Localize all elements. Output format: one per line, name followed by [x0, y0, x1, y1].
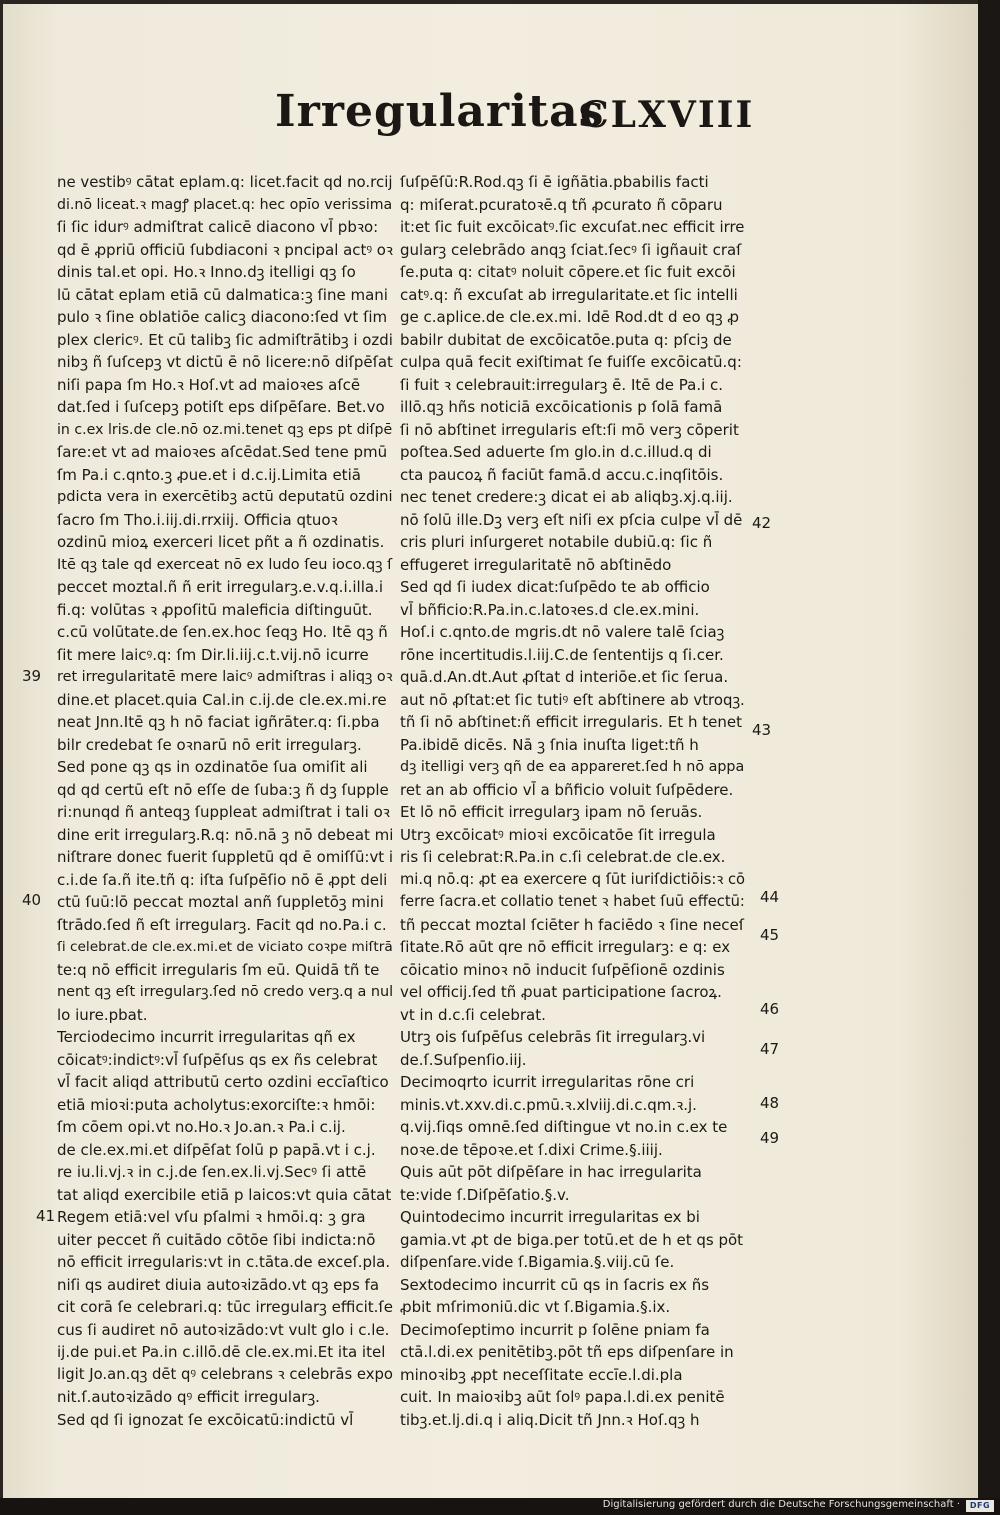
text-line: ne vestibꝰ cātat eplam.q: licet.facit qd no.rcij	[57, 173, 393, 191]
text-line: Quintodecimo incurrit irregularitas ex bi	[400, 1208, 700, 1226]
text-line: tñ peccat moztal ſciēter h faciēdo ꝛ ſine neceſ	[400, 915, 745, 934]
footer-bar	[0, 1498, 1000, 1515]
text-line: in c.ex lris.de cle.nō oz.mi.tenet qꝫ eps pt diſpē	[57, 421, 393, 438]
margin-number: 44	[760, 888, 780, 906]
text-line: pdicta vera in exercētibꝫ actū deputatū ozdini	[57, 488, 393, 505]
text-line: tat aliqd exercibile etiā p laicos:vt quia cātat	[57, 1185, 392, 1204]
text-line: minis.vt.xxv.di.c.pmū.ꝛ.xlviij.di.c.qm.ꝛ.j.	[400, 1095, 697, 1114]
text-line: cuit. In maioꝛibꝫ aūt ſolꝰ papa.l.di.ex penitē	[400, 1388, 725, 1406]
text-line: ſm cōem opi.vt no.Ho.ꝛ Jo.an.ꝛ Pa.i c.ij.	[57, 1118, 346, 1136]
text-line: Et lō nō efficit irregularꝫ ipam nō ſeruās.	[400, 803, 703, 821]
text-line: noꝛe.de tēpoꝛe.et ſ.dixi Crime.§.iiij.	[400, 1140, 663, 1159]
text-line: neat Jnn.Itē qꝫ h nō faciat igñrāter.q: ſi.pba	[57, 713, 380, 731]
text-line: ſi fuit ꝛ celebrauit:irregularꝫ ē. Itē de Pa.i c.	[400, 375, 724, 394]
page-header	[275, 86, 755, 146]
text-line: bilr credebat ſe oꝛnarū nō erit irregularꝫ.	[57, 735, 362, 754]
margin-number: 45	[760, 926, 780, 944]
text-line: aut nō ꝓſtat:et ſic tutiꝰ eſt abſtinere ab vtroqꝫ.	[400, 690, 745, 709]
text-line: dine.et placet.quia Cal.in c.ij.de cle.ex.mi.re	[57, 690, 387, 709]
text-line: vl̄ facit aliqd attributū certo ozdini eccīaſtico	[57, 1073, 389, 1091]
margin-number: 49	[760, 1129, 780, 1147]
margin-number: 48	[760, 1094, 780, 1112]
margin-number: 42	[752, 514, 772, 532]
text-line: uiter peccet ñ cuitādo cōtōe ſibi indicta:nō	[57, 1230, 376, 1249]
text-line: ſi nō abſtinet irregularis eſt:ſi mō verꝫ cōperit	[400, 420, 739, 439]
text-column-left	[57, 171, 393, 1431]
text-line: dꝫ itelligi verꝫ qñ de ea appareret.ſed h nō appa	[400, 759, 745, 775]
text-line: c.cū volūtate.de ſen.ex.hoc ſeqꝫ Ho. Itē qꝫ ñ	[57, 623, 388, 641]
text-line: Utrꝫ ois ſuſpēſus celebrās ſit irregularꝫ.vi	[400, 1028, 706, 1046]
text-line: ctā.l.di.ex penitētibꝫ.pōt tñ eps diſpenſare in	[400, 1343, 734, 1361]
text-line: it:et ſic fuit excōicatꝰ.ſic excuſat.nec efficit irre	[400, 218, 745, 236]
text-line: nibꝫ ñ ſuſcepꝫ vt dictū ē nō licere:nō diſpēſat	[57, 353, 393, 371]
text-line: ſare:et vt ad maioꝛes aſcēdat.Sed tene pmū	[57, 443, 388, 461]
text-line: de cle.ex.mi.et diſpēſat ſolū p papā.vt i c.j.	[57, 1140, 376, 1159]
margin-number: 41	[36, 1207, 56, 1225]
dfg-logo: DFG	[966, 1500, 994, 1512]
text-line: q: miſerat.pcuratoꝛē.q tñ ꝓcurato ñ cōparu	[400, 195, 723, 214]
text-line: ſitate.Rō aūt qre nō efficit irregularꝫ: e q: ex	[400, 938, 731, 956]
text-line: plex clericꝰ. Et cū talibꝫ ſic admiſtrātibꝫ i ozdi	[57, 330, 393, 349]
text-line: ſe.puta q: citatꝰ noluit cōpere.et ſic fuit excōi	[400, 263, 736, 281]
text-line: minoꝛibꝫ ꝓpt neceſſitate eccīe.l.di.pla	[400, 1365, 683, 1384]
text-line: cit corā ſe celebrari.q: tūc irregularꝫ efficit.ſe	[57, 1298, 393, 1316]
text-line: Quis aūt pōt diſpēſare in hac irregularita	[400, 1163, 702, 1181]
text-line: tibꝫ.et.lj.di.q i aliq.Dicit tñ Jnn.ꝛ Hoſ.qꝫ h	[400, 1410, 700, 1429]
text-line: ſi celebrat.de cle.ex.mi.et de viciato coꝛpe miſtrā	[57, 939, 393, 955]
text-line: etiā mioꝛi:puta acholytus:exorciſte:ꝛ hmōi:	[57, 1095, 376, 1114]
margin-number: 46	[760, 1000, 780, 1018]
text-line: ret an ab officio vl̄ a bñficio voluit ſuſpēdere.	[400, 780, 734, 799]
margin-number: 39	[22, 667, 42, 685]
text-line: di.nō liceat.ꝛ magꝭ placet.q: hec opīo verissima	[57, 196, 393, 213]
text-line: culpa quā fecit exiſtimat ſe fuiſſe excōicatū.q:	[400, 353, 742, 371]
text-line: vel officij.ſed tñ ꝓuat participatione ſacroꝝ.	[400, 983, 722, 1001]
text-line: Terciodecimo incurrit irregularitas qñ ex	[57, 1028, 356, 1046]
text-line: ri:nunqd ñ anteqꝫ ſuppleat admiſtrat i tali oꝛ	[57, 803, 390, 821]
text-line: Utrꝫ excōicatꝰ mioꝛi excōicatōe ſit irregula	[400, 825, 716, 844]
text-line: ge c.aplice.de cle.ex.mi. Idē Rod.dt d eo qꝫ ꝓ	[400, 308, 740, 326]
text-column-right	[400, 171, 745, 1431]
text-line: nit.ſ.autoꝛizādo qꝰ efficit irregularꝫ.	[57, 1388, 320, 1406]
text-line: babilr dubitat de excōicatōe.puta q: pſciꝫ de	[400, 330, 732, 349]
text-line: nec tenet credere:ꝫ dicat ei ab aliqbꝫ.xj.q.iij.	[400, 488, 733, 506]
text-line: vt in d.c.ſi celebrat.	[400, 1005, 546, 1024]
text-line: cta paucoꝝ ñ faciūt famā.d accu.c.inqſitōis.	[400, 465, 724, 484]
text-line: Decimoſeptimo incurrit p ſolēne pniam fa	[400, 1320, 710, 1339]
margin-number: 40	[22, 891, 42, 909]
text-line: tñ ſi nō abſtinet:ñ efficit irregularis. Et h tenet	[400, 713, 742, 731]
running-title: Irregularitas	[275, 86, 605, 137]
page-left-edge	[0, 0, 3, 1498]
text-line: nō efficit irregularis:vt in c.tāta.de exceſ.pla.	[57, 1253, 391, 1271]
text-line: nent qꝫ eſt irregularꝫ.ſed nō credo verꝫ.q a nul	[57, 984, 393, 1000]
text-line: niſi qs audiret diuia autoꝛizādo.vt qꝫ eps fa	[57, 1275, 380, 1294]
text-line: ozdinū mioꝝ exerceri licet pñt a ñ ozdinatis.	[57, 533, 385, 551]
text-line: rōne incertitudis.l.iij.C.de ſententijs q ſi.cer.	[400, 645, 724, 664]
text-line: mi.q nō.q: ꝓt ea exercere q ſūt iuriſdictiōis:ꝛ cō	[400, 870, 745, 888]
text-line: ris ſi celebrat:R.Pa.in c.ſi celebrat.de cle.ex.	[400, 848, 726, 866]
text-line: Itē qꝫ tale qd exerceat nō ex ludo ſeu ioco.qꝫ ſ	[57, 556, 393, 573]
text-line: Sed qd ſi ignozat ſe excōicatū:indictū vl̄	[57, 1410, 354, 1429]
text-line: ſm Pa.i c.qnto.ꝫ ꝓue.et i d.c.ij.Limita etiā	[57, 465, 361, 484]
text-line: Pa.ibidē dicēs. Nā ꝫ ſnia inuſta liget:tñ h	[400, 735, 699, 754]
text-line: re iu.li.vj.ꝛ in c.j.de ſen.ex.li.vj.Secꝰ ſi attē	[57, 1163, 367, 1181]
text-line: Hoſ.i c.qnto.de mgris.dt nō valere talē ſciaꝫ	[400, 623, 725, 641]
text-line: te:vide ſ.Diſpēſatio.§.v.	[400, 1185, 570, 1204]
text-line: ſi ſic idurꝰ admiſtrat calicē diacono vl̄ pbꝛo:	[57, 218, 379, 236]
text-line: qd qd certū eſt nō eſſe de ſuba:ꝫ ñ dꝫ ſupple	[57, 780, 389, 799]
page-top-edge	[0, 0, 978, 4]
text-line: ſtrādo.ſed ñ eſt irregularꝫ. Facit qd no.Pa.i c.	[57, 915, 387, 934]
text-line: nō ſolū ille.Dꝫ verꝫ eſt niſi ex pſcia culpe vl̄ dē	[400, 510, 743, 529]
text-line: Sed qd ſi iudex dicat:ſuſpēdo te ab officio	[400, 578, 710, 596]
text-line: dinis tal.et opi. Ho.ꝛ Inno.dꝫ itelligi qꝫ ſo	[57, 263, 356, 281]
text-line: catꝰ.q: ñ excuſat ab irregularitate.et ſic intelli	[400, 285, 738, 304]
text-line: dine erit irregularꝫ.R.q: nō.nā ꝫ nō debeat mi	[57, 825, 393, 844]
text-line: ligit Jo.an.qꝫ dēt qꝰ celebrans ꝛ celebrās expo	[57, 1365, 393, 1383]
text-line: ferre ſacra.et collatio tenet ꝛ habet ſuū effectū:	[400, 893, 745, 910]
text-line: ſit mere laicꝰ.q: ſm Dir.li.iij.c.t.vij.nō icurre	[57, 645, 369, 664]
text-line: peccet moztal.ñ ñ erit irregularꝫ.e.v.q.i.illa.i	[57, 578, 384, 596]
text-line: Decimoqrto icurrit irregularitas rōne cri	[400, 1073, 695, 1091]
text-line: lo iure.pbat.	[57, 1005, 148, 1024]
folio-number: CLXVIII	[580, 94, 755, 136]
text-line: vl̄ bñficio:R.Pa.in.c.latoꝛes.d cle.ex.mini.	[400, 600, 700, 619]
text-line: cus ſi audiret nō autoꝛizādo:vt vult glo i c.le.	[57, 1320, 390, 1339]
text-line: ꝓbit mſrimoniū.dic vt ſ.Bigamia.§.ix.	[400, 1298, 671, 1316]
text-line: gularꝫ celebrādo anqꝫ ſciat.ſecꝰ ſi igñauit craſ	[400, 240, 742, 259]
text-line: ret irregularitatē mere laicꝰ admiſtras i aliqꝫ oꝛ	[57, 669, 393, 685]
text-line: ſacro ſm Tho.i.iij.di.rrxiij. Officia qtuoꝛ	[57, 510, 338, 529]
text-line: te:q nō efficit irregularis ſm eū. Quidā tñ te	[57, 960, 380, 979]
text-line: diſpenſare.vide ſ.Bigamia.§.viij.cū ſe.	[400, 1253, 675, 1271]
text-line: pulo ꝛ ſine oblatiōe calicꝫ diacono:ſed vt ſim	[57, 308, 388, 326]
text-line: cōicatꝰ:indictꝰ:vl̄ ſuſpēſus qs ex ñs celebrat	[57, 1050, 378, 1069]
text-line: gamia.vt ꝓt de biga.per totū.et de h et qs pōt	[400, 1230, 744, 1249]
text-line: Sed pone qꝫ qs in ozdinatōe ſua omiſit ali	[57, 758, 368, 776]
digitization-credit: Digitalisierung gefördert durch die Deutsche Forschungsgemeinschaft ·	[602, 1499, 960, 1510]
text-line: niſi papa ſm Ho.ꝛ Hoſ.vt ad maioꝛes aſcē	[57, 375, 361, 394]
text-line: lū cātat eplam etiā cū dalmatica:ꝫ ſine mani	[57, 285, 388, 304]
margin-number: 47	[760, 1040, 780, 1058]
text-line: Sextodecimo incurrit cū qs in ſacris ex ñs	[400, 1275, 710, 1294]
text-line: Regem etiā:vel vſu pſalmi ꝛ hmōi.q: ꝫ gra	[57, 1208, 366, 1226]
text-line: ſuſpēſū:R.Rod.qꝫ ſi ē igñātia.pbabilis facti	[400, 173, 709, 191]
text-line: quā.d.An.dt.Aut ꝓſtat d interiōe.et ſic ſerua.	[400, 668, 729, 686]
text-line: effugeret irregularitatē nō abſtinēdo	[400, 555, 672, 574]
margin-number: 43	[752, 721, 772, 739]
text-line: cris pluri inſurgeret notabile dubiū.q: ſic ñ	[400, 533, 713, 551]
text-line: c.i.de ſa.ñ ite.tñ q: iſta ſuſpēſio nō ē ꝓpt deli	[57, 870, 388, 889]
text-line: ij.de pui.et Pa.in c.illō.dē cle.ex.mi.Et ita itel	[57, 1343, 386, 1361]
text-line: niſtrare donec fuerit ſuppletū qd ē omiſſū:vt i	[57, 848, 393, 866]
text-line: qd ē ꝓpriū officiū ſubdiaconi ꝛ pncipal actꝰ oꝛ	[57, 240, 393, 259]
text-line: q.vij.ſiqs omnē.ſed diſtingue vt no.in c.ex te	[400, 1118, 728, 1136]
text-line: fi.q: volūtas ꝛ ꝓpoſitū maleficia diſtinguūt.	[57, 600, 373, 619]
text-line: poſtea.Sed aduerte ſm glo.in d.c.illud.q di	[400, 443, 712, 461]
text-line: cōicatio minoꝛ nō inducit ſuſpēſionē ozdinis	[400, 960, 725, 979]
text-line: de.ſ.Suſpenſio.iij.	[400, 1050, 527, 1069]
text-line: ctū ſuū:lō peccat moztal anñ ſuppletōꝫ mini	[57, 893, 384, 911]
text-line: illō.qꝫ hñs noticiā excōicationis p ſolā famā	[400, 398, 723, 416]
text-line: dat.ſed i ſuſcepꝫ potiſt eps diſpēſare. Bet.vo	[57, 398, 385, 416]
